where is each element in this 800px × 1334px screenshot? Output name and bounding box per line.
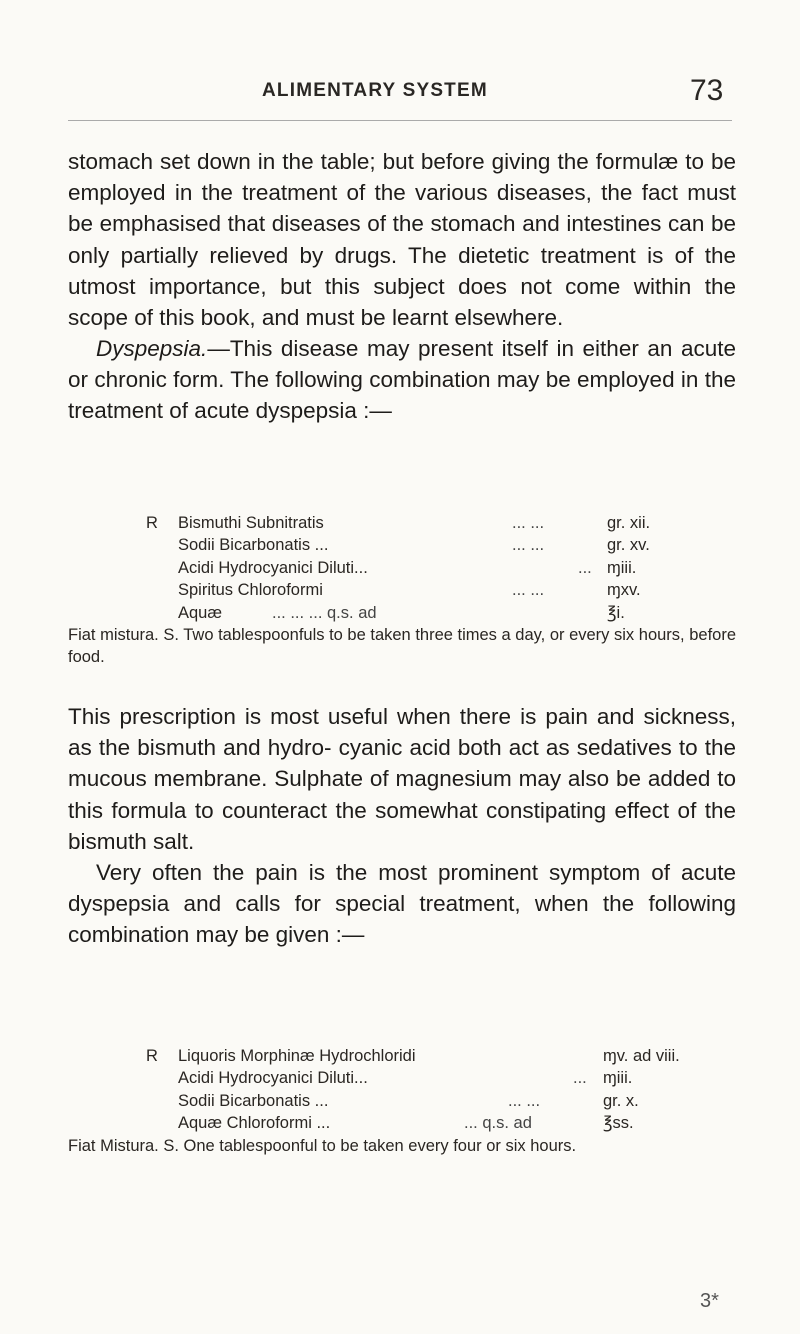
rx-ingredient: Spiritus Chloroformi bbox=[178, 581, 323, 600]
rx-leader: ... ... bbox=[508, 1091, 541, 1110]
rx-dose: ɱxv. bbox=[607, 581, 641, 600]
rx-item bbox=[68, 534, 736, 556]
rx-item bbox=[68, 1045, 736, 1067]
rx-item bbox=[68, 557, 736, 579]
paragraph-4: Very often the pain is the most prominent symptom of acute dyspepsia and calls for special treatment, when the following combination may be given :— bbox=[68, 860, 736, 948]
rx-leader: ... bbox=[573, 1069, 587, 1088]
rx-ingredient: Aquæ bbox=[178, 603, 223, 622]
dyspepsia-text: —This disease may present itself in either an acute or chronic form. The following combination may be employed in the treatment of acute dyspepsia :— bbox=[68, 336, 736, 424]
rx-dose: ℥i. bbox=[607, 603, 625, 622]
dyspepsia-heading: Dyspepsia. bbox=[96, 336, 208, 361]
rx-leader: ... ... bbox=[512, 514, 545, 532]
recipe-symbol: R bbox=[146, 514, 158, 532]
rx-item bbox=[68, 512, 736, 534]
rx-item bbox=[68, 1067, 736, 1089]
rx-dose: gr. xv. bbox=[607, 536, 650, 555]
rx-ingredient: Aquæ Chloroformi ... bbox=[178, 1114, 331, 1133]
rx-ingredient: Sodii Bicarbonatis ... bbox=[178, 536, 329, 555]
rx-dose: gr. xii. bbox=[607, 514, 651, 532]
paragraph-3: This prescription is most useful when there is pain and sickness, as the bismuth and hydro- cyanic acid both act as sedatives to the mucous membrane. Sulphate of magnesium may also be added to this formula to counteract the somewhat constipating effect of the bismuth salt. bbox=[68, 704, 736, 854]
rx-leader: ... bbox=[578, 558, 592, 577]
header-rule bbox=[68, 120, 732, 121]
rx-ingredient: Bismuthi Subnitratis bbox=[178, 514, 324, 532]
rx-item bbox=[68, 602, 736, 624]
rx-dose: gr. x. bbox=[603, 1091, 639, 1110]
rx-directions: Fiat mistura. S. Two tablespoonfuls to be taken three times a day, or every six hours, before food. bbox=[68, 625, 736, 667]
rx-directions: Fiat Mistura. S. One tablespoonful to be taken every four or six hours. bbox=[68, 1136, 577, 1155]
rx-item bbox=[68, 579, 736, 601]
page-header bbox=[0, 76, 800, 116]
prescription-2 bbox=[68, 1045, 736, 1157]
recipe-symbol: R bbox=[146, 1047, 158, 1065]
rx-dose: ɱv. ad viii. bbox=[603, 1047, 680, 1065]
signature-mark: 3* bbox=[700, 1290, 719, 1312]
rx-item bbox=[68, 1112, 736, 1134]
rx-leader: ... ... bbox=[512, 581, 545, 600]
rx-ingredient: Acidi Hydrocyanici Diluti... bbox=[178, 558, 368, 577]
rx-dose: ℥ss. bbox=[603, 1114, 634, 1133]
rx-ingredient: Liquoris Morphinæ Hydrochloridi bbox=[178, 1047, 416, 1065]
prescription-1 bbox=[68, 512, 736, 669]
rx-ingredient: Sodii Bicarbonatis ... bbox=[178, 1091, 329, 1110]
rx-ingredient: Acidi Hydrocyanici Diluti... bbox=[178, 1069, 368, 1088]
rx-item bbox=[68, 1090, 736, 1112]
page-number: 73 bbox=[690, 74, 724, 107]
rx-leader: ... ... bbox=[512, 536, 545, 555]
paragraph-1: stomach set down in the table; but before giving the formulæ to be employed in the treatment of the various diseases, the fact must be emphasised that diseases of the stomach and intestines can be only partially relieved by drugs. The dietetic treatment is of the utmost importance, but this subject does not come within the scope of this book, and must be learnt elsewhere. bbox=[68, 149, 736, 331]
rx-dose: ɱiii. bbox=[603, 1069, 633, 1088]
rx-dose: ɱiii. bbox=[607, 558, 637, 577]
running-head: ALIMENTARY SYSTEM bbox=[262, 80, 488, 101]
paragraph-dyspepsia bbox=[68, 333, 736, 427]
rx-leader: ... q.s. ad bbox=[464, 1114, 532, 1133]
rx-leader: ... ... ... q.s. ad bbox=[272, 603, 377, 622]
